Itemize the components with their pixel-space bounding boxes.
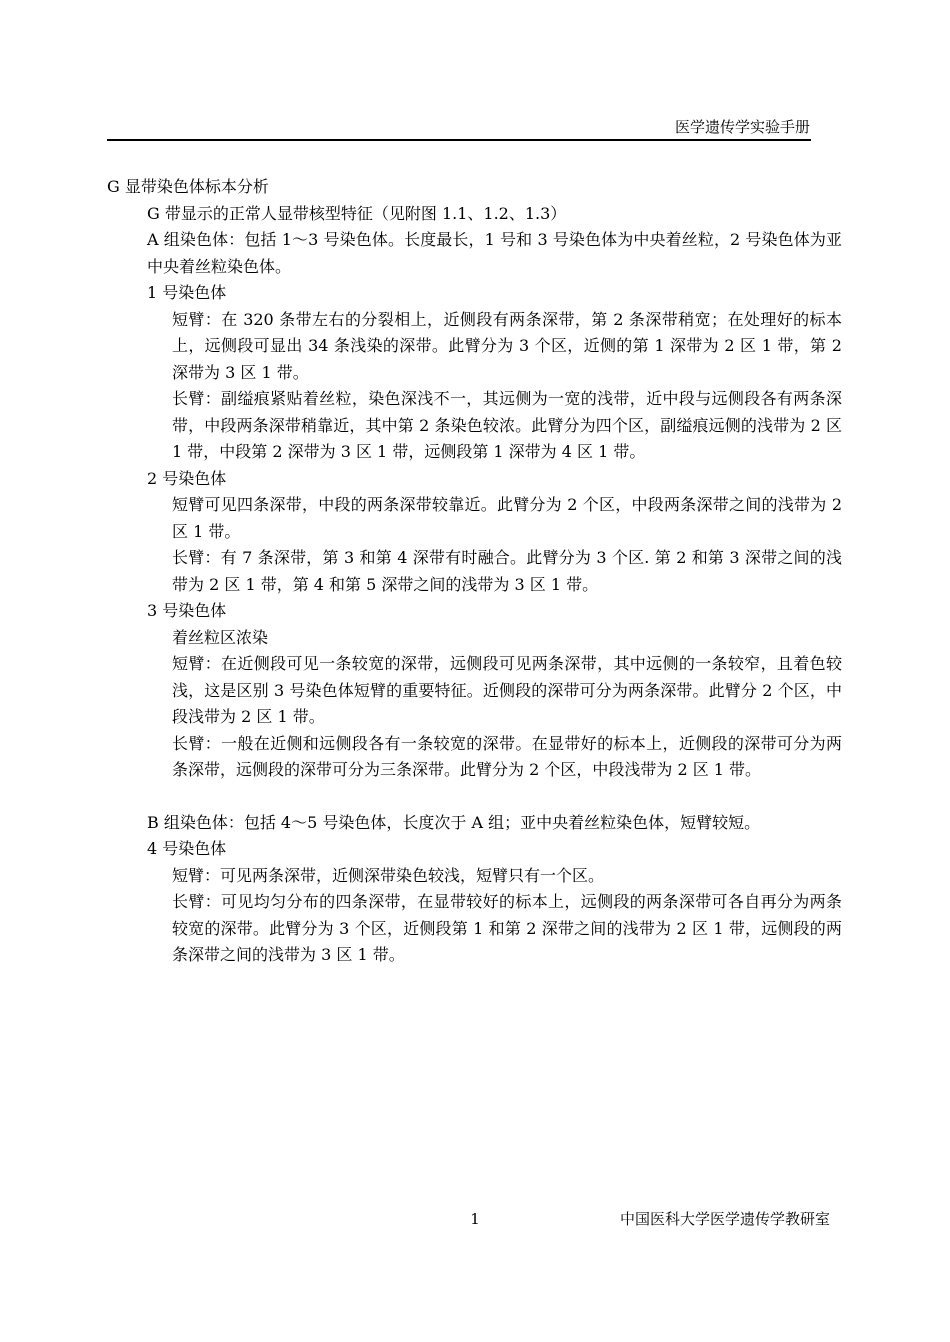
chromosome-2-heading: 2 号染色体 [147,468,227,488]
chromosome-4-short-arm: 短臂：可见两条深带，近侧深带染色较浅，短臂只有一个区。 [172,865,605,885]
group-b-paragraph: B 组染色体：包括 4～5 号染色体，长度次于 A 组；亚中央着丝粒染色体，短臂较短。 [147,812,761,832]
footer-organization: 中国医科大学医学遗传学教研室 [619,1210,830,1228]
chromosome-1-short-arm: 短臂：在 320 条带左右的分裂相上，近侧段有两条深带，第 2 条深带稍宽；在处理好的标本上，远侧段可显出 34 条浅染的深带。此臂分为 3 个区，近侧的第 1 深带为 2 区 1 带，第 2 深带为 3 区 1 带。 [172,309,842,382]
chromosome-3-short-arm: 短臂：在近侧段可见一条较宽的深带，远侧段可见两条深带，其中远侧的一条较窄，且着色较浅，这是区别 3 号染色体短臂的重要特征。近侧段的深带可分为两条深带。此臂分 2 个区，中段浅带为 2 区 1 带。 [172,654,842,726]
page-content [107,174,842,969]
header-divider [107,139,811,141]
section-title: G 显带染色体标本分析 [107,177,269,196]
paragraph-spacer [107,784,842,810]
group-a-paragraph: A 组染色体：包括 1～3 号染色体。长度最长，1 号和 3 号染色体为中央着丝粒，2 号染色体为亚中央着丝粒染色体。 [147,230,842,276]
chromosome-3-heading: 3 号染色体 [147,601,227,620]
running-header-title: 医学遗传学实验手册 [674,118,810,136]
chromosome-3-long-arm: 长臂：一般在近侧和远侧段各有一条较宽的深带。在显带好的标本上，近侧段的深带可分为两条深带，远侧段的深带可分为三条深带。此臂分为 2 个区，中段浅带为 2 区 1 带。 [172,733,842,779]
chromosome-2-long-arm: 长臂：有 7 条深带，第 3 和第 4 深带有时融合。此臂分为 3 个区. 第 2 和第 3 深带之间的浅带为 2 区 1 带，第 4 和第 5 深带之间的浅带为 3 区 1 带。 [172,548,842,594]
chromosome-3-centromere: 着丝粒区浓染 [172,627,269,647]
chromosome-4-heading: 4 号染色体 [147,839,227,858]
chromosome-1-heading: 1 号染色体 [147,283,227,302]
intro-paragraph: G 带显示的正常人显带核型特征（见附图 1.1、1.2、1.3） [147,203,567,223]
chromosome-1-long-arm: 长臂：副缢痕紧贴着丝粒，染色深浅不一，其远侧为一宽的浅带，近中段与远侧段各有两条深带，中段两条深带稍靠近，其中第 2 条染色较浓。此臂分为四个区，副缢痕远侧的浅带为 2 区 1 带，中段第 2 深带为 3 区 1 带，远侧段第 1 深带为 4 区 1 带。 [172,389,842,461]
chromosome-4-long-arm: 长臂：可见均匀分布的四条深带，在显带较好的标本上，远侧段的两条深带可各自再分为两条较宽的深带。此臂分为 3 个区，近侧段第 1 和第 2 深带之间的浅带为 2 区 1 带，远侧段的两条深带之间的浅带为 3 区 1 带。 [172,892,842,964]
chromosome-2-short-arm: 短臂可见四条深带，中段的两条深带较靠近。此臂分为 2 个区，中段两条深带之间的浅带为 2 区 1 带。 [172,495,842,541]
page-number: 1 [470,1210,480,1228]
